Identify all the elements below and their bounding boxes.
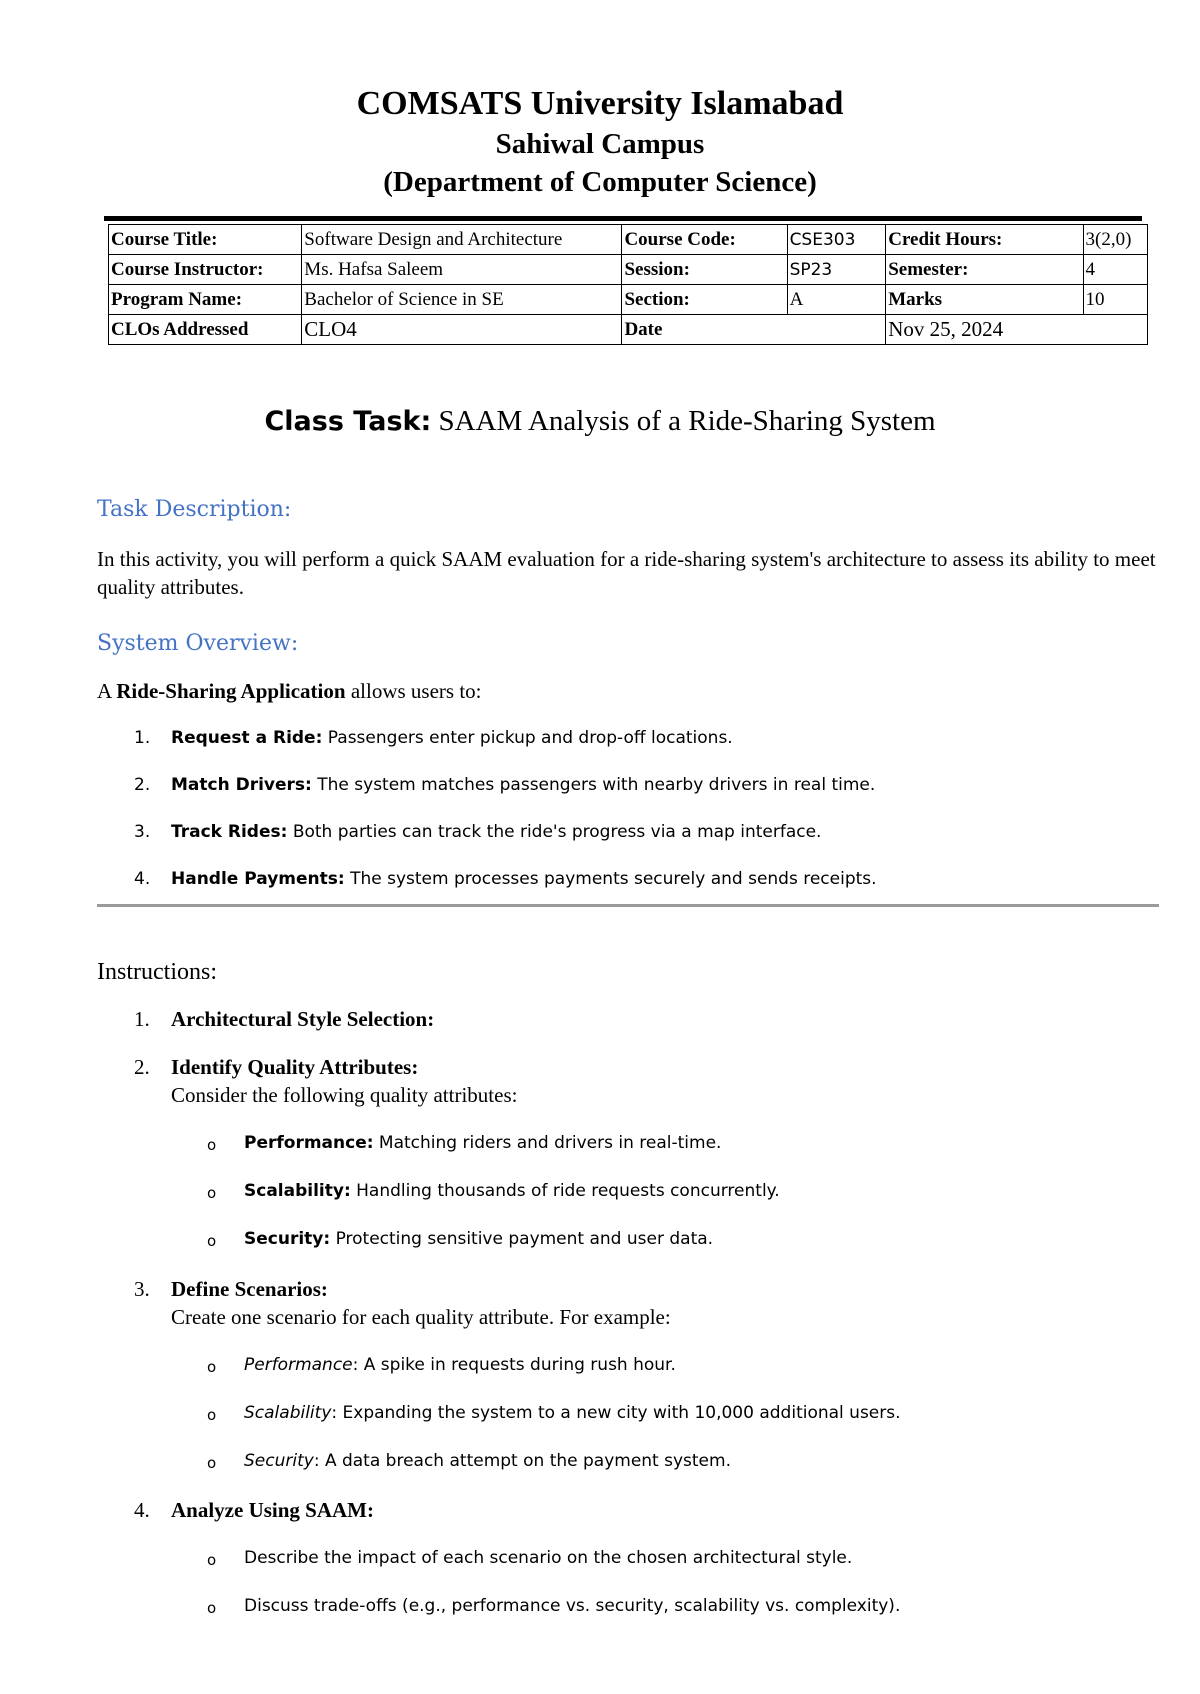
bullet-icon: o	[207, 1358, 217, 1376]
analysis-text: Discuss trade-offs (e.g., performance vs. security, scalability vs. complexity).	[244, 1596, 901, 1616]
step-title: Define Scenarios:	[171, 1277, 328, 1301]
list-item	[134, 819, 822, 845]
list-number: 4.	[134, 869, 151, 889]
scenario-text: : A spike in requests during rush hour.	[352, 1355, 676, 1375]
instruction-step	[134, 1497, 374, 1523]
section-label: Section:	[622, 285, 787, 315]
step-number: 3.	[134, 1277, 150, 1301]
step-title: Identify Quality Attributes:	[171, 1055, 419, 1079]
table-row	[109, 225, 1148, 255]
attribute-text: Matching riders and drivers in real-time.	[373, 1133, 722, 1153]
university-name: COMSATS University Islamabad	[356, 85, 844, 122]
session-label: Session:	[622, 255, 787, 285]
scenario-name: Scalability	[244, 1403, 332, 1423]
step-number: 4.	[134, 1498, 150, 1522]
feature-title: Match Drivers:	[171, 775, 312, 795]
list-number: 2.	[134, 775, 151, 795]
step-subtext: Create one scenario for each quality attribute. For example:	[171, 1305, 671, 1329]
instructor-label: Course Instructor:	[109, 255, 302, 285]
list-item	[134, 772, 876, 798]
bullet-icon: o	[207, 1406, 217, 1424]
task-title-text: SAAM Analysis of a Ride-Sharing System	[431, 405, 936, 437]
scenario-text: : A data breach attempt on the payment system.	[313, 1451, 731, 1471]
instructions-heading: Instructions:	[97, 959, 217, 985]
marks-value: 10	[1083, 285, 1147, 315]
course-code-value: CSE303	[787, 225, 886, 255]
instruction-step	[134, 1006, 435, 1032]
course-title-label: Course Title:	[109, 225, 302, 255]
step-subtext: Consider the following quality attributes:	[171, 1083, 518, 1107]
task-title	[0, 400, 1200, 443]
bullet-icon: o	[207, 1599, 217, 1617]
semester-value: 4	[1083, 255, 1147, 285]
attribute-name: Security:	[244, 1229, 331, 1249]
course-title-value: Software Design and Architecture	[302, 225, 622, 255]
scenario-text: : Expanding the system to a new city with 10,000 additional users.	[331, 1403, 901, 1423]
department-name: (Department of Computer Science)	[383, 166, 817, 198]
table-row	[109, 255, 1148, 285]
instruction-step	[134, 1054, 419, 1080]
list-number: 3.	[134, 822, 151, 842]
bullet-icon: o	[207, 1551, 217, 1569]
feature-title: Handle Payments:	[171, 869, 345, 889]
course-info-table	[108, 224, 1148, 345]
marks-label: Marks	[886, 285, 1083, 315]
clos-label: CLOs Addressed	[109, 315, 302, 345]
clos-value: CLO4	[302, 315, 622, 345]
step-number: 2.	[134, 1055, 150, 1079]
scenario-name: Security	[244, 1451, 314, 1471]
campus-name: Sahiwal Campus	[495, 128, 705, 160]
task-title-label: Class Task:	[264, 406, 432, 437]
header-rule	[104, 216, 1142, 221]
credit-hours-value: 3(2,0)	[1083, 225, 1147, 255]
course-code-label: Course Code:	[622, 225, 787, 255]
feature-title: Track Rides:	[171, 822, 288, 842]
program-value: Bachelor of Science in SE	[302, 285, 622, 315]
section-value: A	[787, 285, 886, 315]
overview-intro-app: Ride-Sharing Application	[116, 679, 346, 703]
attribute-text: Handling thousands of ride requests concurrently.	[350, 1181, 780, 1201]
overview-intro-prefix: A	[97, 679, 117, 703]
bullet-icon: o	[207, 1184, 217, 1202]
analysis-text: Describe the impact of each scenario on the chosen architectural style.	[244, 1548, 853, 1568]
bullet-icon: o	[207, 1136, 217, 1154]
session-value: SP23	[787, 255, 886, 285]
overview-intro-suffix: allows users to:	[345, 679, 482, 703]
bullet-icon: o	[207, 1454, 217, 1472]
attribute-name: Performance:	[244, 1133, 374, 1153]
system-overview-heading: System Overview:	[97, 631, 299, 656]
list-item	[134, 725, 733, 751]
feature-text: Passengers enter pickup and drop-off locations.	[322, 728, 733, 748]
feature-text: Both parties can track the ride's progress via a map interface.	[287, 822, 822, 842]
table-row	[109, 315, 1148, 345]
task-description-text: In this activity, you will perform a quick SAAM evaluation for a ride-sharing system's architecture to assess its ability to meet quality attributes.	[97, 547, 1156, 599]
step-number: 1.	[134, 1007, 150, 1031]
date-label: Date	[622, 315, 886, 345]
list-item	[134, 866, 877, 892]
attribute-name: Scalability:	[244, 1181, 351, 1201]
step-title: Architectural Style Selection:	[171, 1007, 435, 1031]
instructor-value: Ms. Hafsa Saleem	[302, 255, 622, 285]
credit-hours-label: Credit Hours:	[886, 225, 1083, 255]
bullet-icon: o	[207, 1232, 217, 1250]
instruction-step	[134, 1276, 328, 1302]
feature-text: The system matches passengers with nearby drivers in real time.	[311, 775, 876, 795]
section-divider	[97, 904, 1159, 907]
task-description-heading: Task Description:	[97, 497, 292, 522]
feature-title: Request a Ride:	[171, 728, 323, 748]
scenario-name: Performance	[244, 1355, 353, 1375]
feature-text: The system processes payments securely and sends receipts.	[344, 869, 877, 889]
program-label: Program Name:	[109, 285, 302, 315]
attribute-text: Protecting sensitive payment and user data.	[330, 1229, 714, 1249]
list-number: 1.	[134, 728, 151, 748]
table-row	[109, 285, 1148, 315]
overview-intro	[97, 678, 481, 704]
semester-label: Semester:	[886, 255, 1083, 285]
step-title: Analyze Using SAAM:	[171, 1498, 374, 1522]
date-value: Nov 25, 2024	[886, 315, 1148, 345]
